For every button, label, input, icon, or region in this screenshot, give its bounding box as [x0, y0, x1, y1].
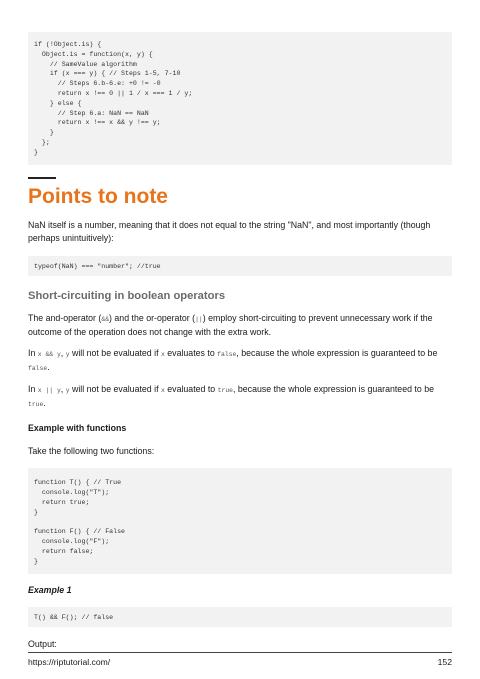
code-block-example-1: T() && F(); // false — [28, 607, 452, 628]
inline-code: x && y — [37, 351, 61, 359]
output-label: Output: — [28, 639, 57, 650]
heading-rule — [28, 177, 56, 179]
paragraph-or: In x || y, y will not be evaluated if x evaluated to true, because the whole expression is guaranteed to be true. — [28, 384, 434, 409]
code-block-typeof: typeof(NaN) === "number"; //true — [28, 256, 452, 277]
page-footer — [28, 652, 452, 668]
subsection-heading: Short-circuiting in boolean operators — [28, 290, 226, 303]
footer-url-link[interactable]: https://riptutorial.com/ — [28, 657, 111, 667]
inline-code: false — [217, 351, 237, 359]
code-block-functions: function T() { // True console.log("T"); return true; } function F() { // False console.log("F"); return false; } — [28, 468, 452, 573]
paragraph-and: In x && y, y will not be evaluated if x evaluates to false, because the whole expression is guaranteed to be false. — [28, 348, 438, 373]
paragraph-nan: NaN itself is a number, meaning that it does not equal to the string "NaN", and most importantly (though perhaps unintuitively): — [28, 219, 431, 243]
example-heading: Example with functions — [28, 423, 127, 434]
inline-code: y — [65, 387, 70, 395]
code-block-object-is: if (!Object.is) { Object.is = function(x, y) { // SameValue algorithm if (x === y) { // Steps 1-5, 7-10 // Steps 6.b-6.e: +0 != -0 return x !== 0 || 1 / x === 1 / y; } else { // Step 6.a: NaN == NaN return x !== x && y !== y; } }; } — [28, 32, 452, 165]
inline-code: y — [65, 351, 70, 359]
paragraph-operators: The and-operator (&&) and the or-operator (||) employ short-circuiting to prevent unnecessary work if the outcome of the operation does not change with the extra work. — [28, 313, 433, 338]
page-number: 152 — [437, 657, 452, 667]
inline-code: || — [195, 316, 203, 324]
inline-code: x || y — [37, 387, 61, 395]
inline-code: x — [160, 351, 165, 359]
paragraph-functions: Take the following two functions: — [28, 446, 155, 457]
inline-code: false — [28, 365, 48, 373]
document-page — [28, 32, 452, 651]
inline-code: true — [28, 401, 44, 409]
inline-code: x — [160, 387, 165, 395]
section-heading: Points to note — [28, 184, 168, 208]
inline-code: && — [101, 316, 110, 324]
inline-code: true — [217, 387, 233, 395]
example-1-heading: Example 1 — [28, 584, 72, 595]
